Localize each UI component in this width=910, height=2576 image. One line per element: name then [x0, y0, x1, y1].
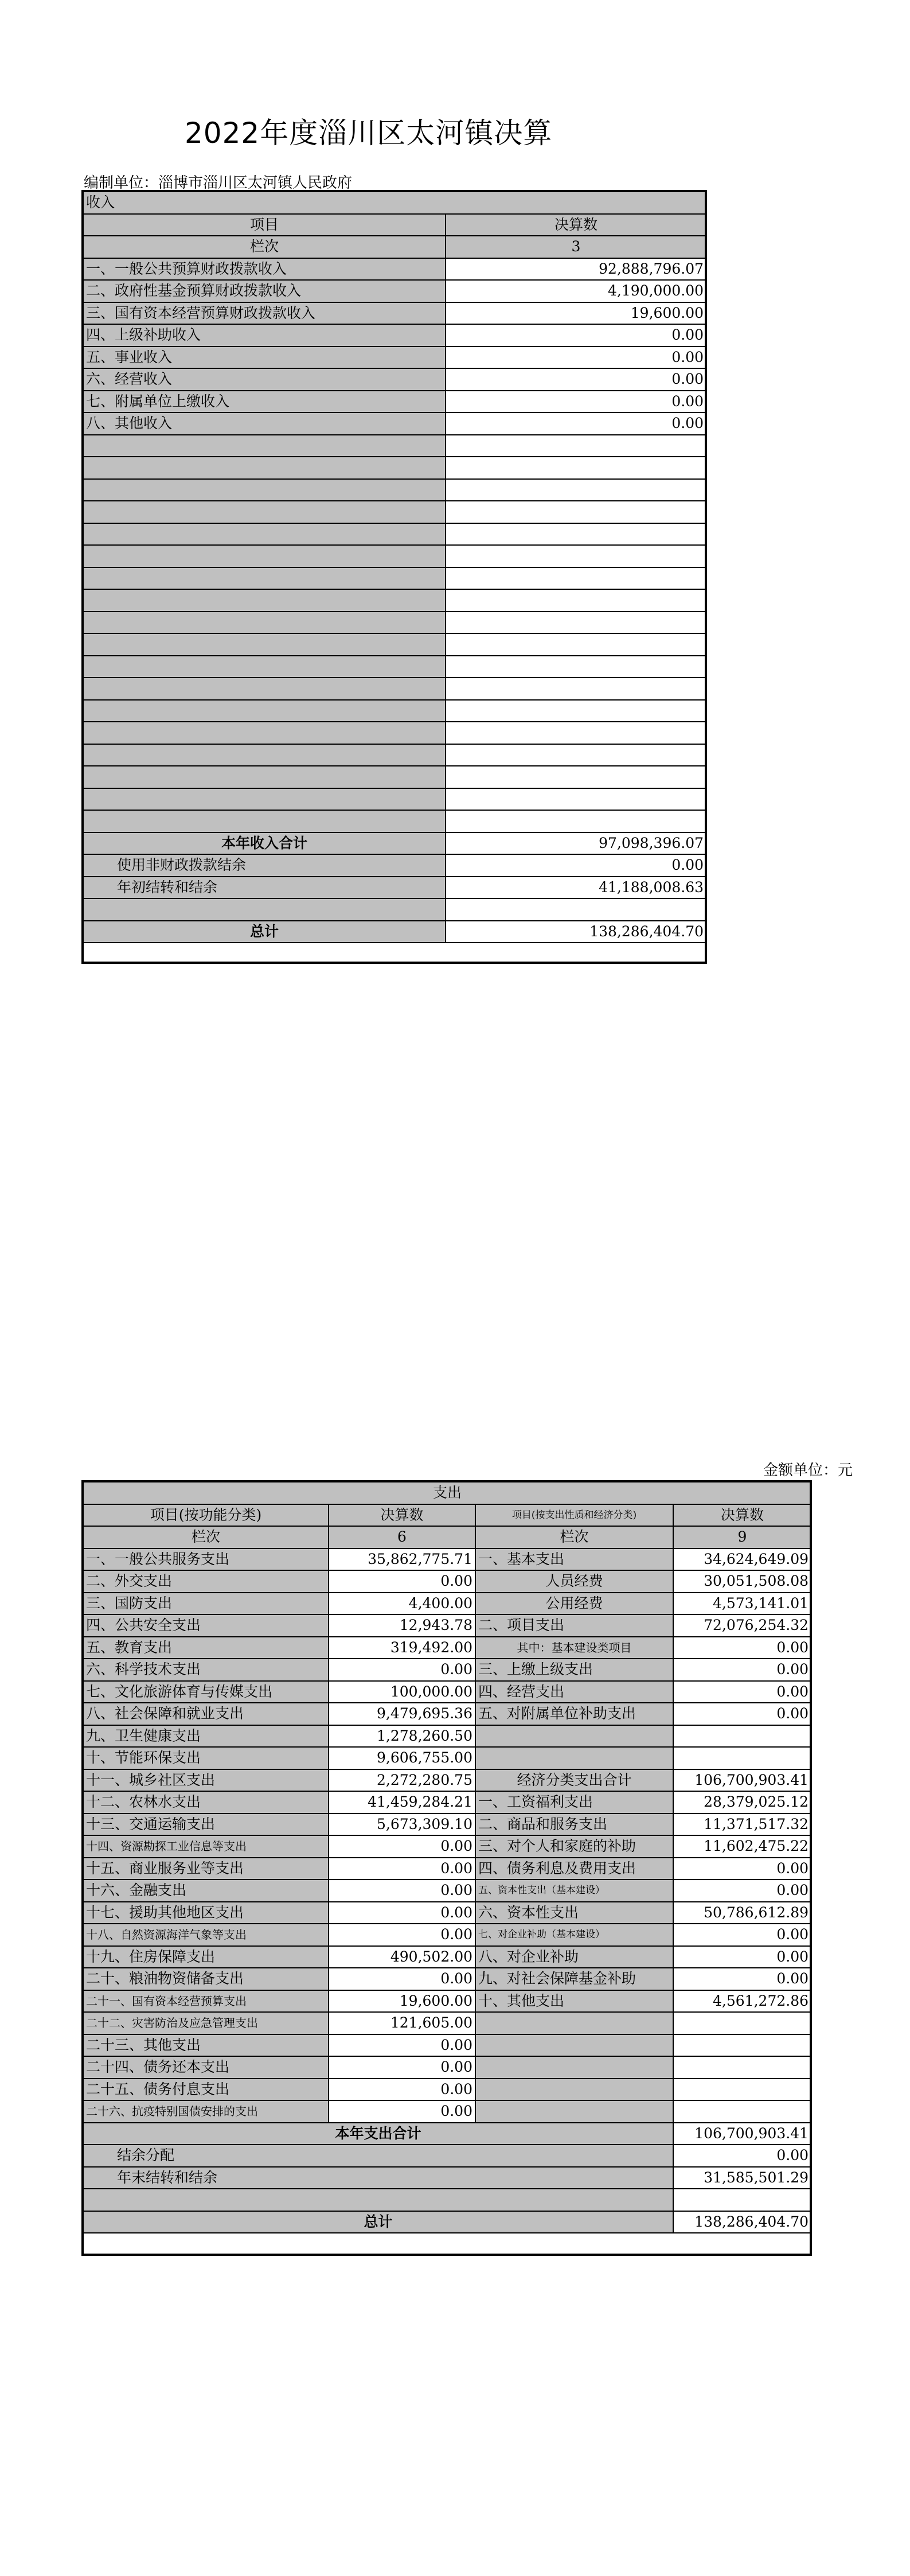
func-item-value: 4,400.00 [329, 1593, 475, 1615]
income-item-label: 三、国有资本经营预算财政拨款收入 [83, 302, 446, 325]
func-item-value: 490,502.00 [329, 1946, 475, 1968]
expense-grand-total-row [83, 2211, 811, 2233]
empty-cell [83, 479, 446, 501]
econ-item-label: 二、商品和服务支出 [475, 1814, 673, 1836]
total-expense-value: 106,700,903.41 [673, 2123, 811, 2145]
empty-cell [83, 567, 446, 590]
econ-item-value: 28,379,025.12 [673, 1791, 811, 1814]
total-income-value: 97,098,396.07 [446, 832, 706, 855]
page-title: 2022年度淄川区太河镇决算 [185, 116, 553, 150]
expense-row [83, 1570, 811, 1593]
func-item-value: 0.00 [329, 2079, 475, 2101]
amount-unit: 金额单位：元 [763, 1462, 853, 1479]
econ-item-label: 四、经营支出 [475, 1681, 673, 1703]
income-row [83, 258, 706, 281]
func-item-label: 十一、城乡社区支出 [83, 1769, 329, 1792]
income-empty-row [83, 656, 706, 678]
expense-row [83, 1968, 811, 1990]
row-number-econ: 9 [673, 1526, 811, 1548]
func-item-label: 二十五、债务付息支出 [83, 2079, 329, 2101]
income-row [83, 368, 706, 391]
econ-item-label: 其中：基本建设类项目 [475, 1637, 673, 1659]
empty-cell [83, 700, 446, 722]
income-empty-row [83, 744, 706, 766]
income-row [83, 347, 706, 369]
func-item-value: 319,492.00 [329, 1637, 475, 1659]
econ-item-label [475, 2079, 673, 2101]
income-row [83, 413, 706, 435]
econ-item-value: 106,700,903.41 [673, 1769, 811, 1792]
income-grand-total-row [83, 921, 706, 943]
func-item-value: 19,600.00 [329, 1990, 475, 2013]
income-item-value: 4,190,000.00 [446, 280, 706, 302]
econ-item-label: 人员经费 [475, 1570, 673, 1593]
econ-item-value: 4,561,272.86 [673, 1990, 811, 2013]
expense-table [83, 1481, 812, 2233]
expense-row [83, 1637, 811, 1659]
econ-item-value [673, 2034, 811, 2057]
empty-cell [446, 898, 706, 921]
expense-row [83, 1747, 811, 1769]
func-item-label: 二十四、债务还本支出 [83, 2056, 329, 2079]
func-item-label: 二十一、国有资本经营预算支出 [83, 1990, 329, 2013]
income-item-value: 92,888,796.07 [446, 258, 706, 281]
income-empty-row [83, 766, 706, 788]
func-item-value: 0.00 [329, 1924, 475, 1946]
econ-item-value [673, 2100, 811, 2123]
econ-item-label [475, 2012, 673, 2034]
income-item-label: 六、经营收入 [83, 368, 446, 391]
income-item-label: 七、附属单位上缴收入 [83, 391, 446, 413]
func-item-value: 0.00 [329, 1858, 475, 1880]
income-row [83, 324, 706, 347]
econ-item-label: 九、对社会保障基金补助 [475, 1968, 673, 1990]
econ-item-label: 经济分类支出合计 [475, 1769, 673, 1792]
func-item-label: 五、教育支出 [83, 1637, 329, 1659]
income-empty-row [83, 722, 706, 744]
grand-total-value: 138,286,404.70 [446, 921, 706, 943]
expense-total-row [83, 2123, 811, 2145]
expense-row [83, 1791, 811, 1814]
empty-cell [83, 766, 446, 788]
func-item-value: 5,673,309.10 [329, 1814, 475, 1836]
empty-cell [446, 589, 706, 612]
income-table [83, 191, 707, 943]
func-item-value: 0.00 [329, 1835, 475, 1858]
func-item-label: 七、文化旅游体育与传媒支出 [83, 1681, 329, 1703]
empty-cell [446, 523, 706, 546]
empty-cell [83, 612, 446, 634]
expense-row [83, 1614, 811, 1637]
func-item-label: 十六、金融支出 [83, 1880, 329, 1902]
total-expense-label: 本年支出合计 [83, 2123, 673, 2145]
econ-item-value: 4,573,141.01 [673, 1593, 811, 1615]
income-empty-row [83, 545, 706, 567]
expense-row [83, 1924, 811, 1946]
income-row [83, 280, 706, 302]
empty-cell [446, 457, 706, 479]
econ-item-label: 一、工资福利支出 [475, 1791, 673, 1814]
expense-header-row [83, 1504, 811, 1527]
func-item-label: 十三、交通运输支出 [83, 1814, 329, 1836]
expense-section-label: 支出 [83, 1482, 811, 1504]
econ-item-value: 72,076,254.32 [673, 1614, 811, 1637]
func-item-value: 0.00 [329, 1659, 475, 1681]
expense-end-row [83, 2167, 811, 2189]
func-item-label: 三、国防支出 [83, 1593, 329, 1615]
func-item-value: 0.00 [329, 2034, 475, 2057]
expense-row [83, 1835, 811, 1858]
func-item-value: 0.00 [329, 2100, 475, 2123]
func-item-label: 十七、援助其他地区支出 [83, 1902, 329, 1924]
expense-row [83, 2034, 811, 2057]
func-item-value: 0.00 [329, 1902, 475, 1924]
empty-cell [83, 744, 446, 766]
income-empty-row [83, 479, 706, 501]
empty-cell [446, 788, 706, 811]
econ-item-value [673, 2079, 811, 2101]
expense-row [83, 1593, 811, 1615]
row-number-label2: 栏次 [475, 1526, 673, 1548]
row-number-value: 3 [446, 236, 706, 258]
expense-row [83, 1946, 811, 1968]
empty-cell [83, 545, 446, 567]
func-item-label: 六、科学技术支出 [83, 1659, 329, 1681]
begin-balance-value: 41,188,008.63 [446, 877, 706, 899]
empty-cell [446, 766, 706, 788]
surplus-label: 结余分配 [83, 2145, 673, 2167]
col-amount2-header: 决算数 [673, 1504, 811, 1527]
empty-cell [83, 810, 446, 832]
func-item-value: 0.00 [329, 2056, 475, 2079]
econ-item-label: 三、上缴上级支出 [475, 1659, 673, 1681]
preparing-unit: 编制单位：淄博市淄川区太河镇人民政府 [84, 174, 353, 192]
grand-total-label: 总计 [83, 921, 446, 943]
func-item-label: 十、节能环保支出 [83, 1747, 329, 1769]
econ-item-value: 0.00 [673, 1637, 811, 1659]
expense-row [83, 1769, 811, 1792]
grand-total-label: 总计 [83, 2211, 673, 2233]
col-item-header: 项目 [83, 214, 446, 236]
non-fiscal-value: 0.00 [446, 854, 706, 877]
income-begin-row [83, 877, 706, 899]
econ-item-value: 0.00 [673, 1924, 811, 1946]
empty-cell [83, 656, 446, 678]
empty-cell [83, 523, 446, 546]
econ-item-label: 五、对附属单位补助支出 [475, 1703, 673, 1725]
econ-item-value [673, 1725, 811, 1748]
econ-item-label [475, 2034, 673, 2057]
func-item-value: 100,000.00 [329, 1681, 475, 1703]
expense-row [83, 1681, 811, 1703]
income-item-label: 五、事业收入 [83, 347, 446, 369]
empty-cell [446, 545, 706, 567]
income-item-value: 0.00 [446, 324, 706, 347]
func-item-value: 121,605.00 [329, 2012, 475, 2034]
func-item-label: 十五、商业服务业等支出 [83, 1858, 329, 1880]
econ-item-value: 0.00 [673, 1681, 811, 1703]
func-item-label: 九、卫生健康支出 [83, 1725, 329, 1748]
end-balance-value: 31,585,501.29 [673, 2167, 811, 2189]
empty-cell [446, 479, 706, 501]
income-total-row [83, 832, 706, 855]
expense-rownum-row [83, 1526, 811, 1548]
expense-row [83, 2012, 811, 2034]
econ-item-label: 一、基本支出 [475, 1548, 673, 1571]
expense-row [83, 1990, 811, 2013]
empty-cell [446, 810, 706, 832]
non-fiscal-label: 使用非财政拨款结余 [83, 854, 446, 877]
income-item-label: 一、一般公共预算财政拨款收入 [83, 258, 446, 281]
econ-item-value: 34,624,649.09 [673, 1548, 811, 1571]
func-item-label: 十九、住房保障支出 [83, 1946, 329, 1968]
income-empty-row [83, 523, 706, 546]
econ-item-value: 0.00 [673, 1703, 811, 1725]
econ-item-value [673, 2056, 811, 2079]
func-item-value: 12,943.78 [329, 1614, 475, 1637]
income-item-value: 0.00 [446, 391, 706, 413]
expense-row [83, 2100, 811, 2123]
func-item-value: 1,278,260.50 [329, 1725, 475, 1748]
income-empty-row [83, 788, 706, 811]
expense-row [83, 1703, 811, 1725]
econ-item-value: 11,371,517.32 [673, 1814, 811, 1836]
income-item-label: 八、其他收入 [83, 413, 446, 435]
empty-cell [83, 2189, 673, 2211]
econ-item-label: 二、项目支出 [475, 1614, 673, 1637]
expense-row [83, 1902, 811, 1924]
econ-item-value: 30,051,508.08 [673, 1570, 811, 1593]
empty-cell [83, 722, 446, 744]
income-empty-row [83, 633, 706, 656]
func-item-value: 0.00 [329, 1968, 475, 1990]
func-item-value: 9,479,695.36 [329, 1703, 475, 1725]
empty-cell [446, 633, 706, 656]
econ-item-value: 0.00 [673, 1659, 811, 1681]
func-item-value: 0.00 [329, 1570, 475, 1593]
income-blank-row [83, 898, 706, 921]
func-item-label: 十四、资源勘探工业信息等支出 [83, 1835, 329, 1858]
end-balance-label: 年末结转和结余 [83, 2167, 673, 2189]
income-section-label: 收入 [83, 192, 706, 214]
income-item-value: 0.00 [446, 347, 706, 369]
empty-cell [446, 678, 706, 700]
income-item-label: 二、政府性基金预算财政拨款收入 [83, 280, 446, 302]
expense-row [83, 1814, 811, 1836]
func-item-label: 二十六、抗疫特别国债安排的支出 [83, 2100, 329, 2123]
income-item-value: 0.00 [446, 413, 706, 435]
expense-row [83, 2079, 811, 2101]
empty-cell [83, 435, 446, 457]
income-section-row [83, 192, 706, 214]
income-empty-row [83, 457, 706, 479]
econ-item-value: 0.00 [673, 1880, 811, 1902]
econ-item-label: 十、其他支出 [475, 1990, 673, 2013]
func-item-label: 二、外交支出 [83, 1570, 329, 1593]
income-empty-row [83, 700, 706, 722]
income-empty-row [83, 567, 706, 590]
func-item-label: 四、公共安全支出 [83, 1614, 329, 1637]
income-empty-row [83, 589, 706, 612]
empty-cell [83, 633, 446, 656]
empty-cell [83, 501, 446, 523]
row-number-label: 栏次 [83, 236, 446, 258]
income-rownum-row [83, 236, 706, 258]
econ-item-value: 11,602,475.22 [673, 1835, 811, 1858]
income-item-value: 19,600.00 [446, 302, 706, 325]
func-item-value: 9,606,755.00 [329, 1747, 475, 1769]
empty-cell [446, 435, 706, 457]
income-empty-row [83, 612, 706, 634]
econ-item-value [673, 1747, 811, 1769]
expense-row [83, 1880, 811, 1902]
expense-row [83, 1725, 811, 1748]
income-empty-row [83, 810, 706, 832]
empty-cell [446, 567, 706, 590]
empty-cell [446, 501, 706, 523]
econ-item-label: 六、资本性支出 [475, 1902, 673, 1924]
econ-item-label [475, 2056, 673, 2079]
row-number-func: 6 [329, 1526, 475, 1548]
surplus-value: 0.00 [673, 2145, 811, 2167]
expense-row [83, 1858, 811, 1880]
row-number-label: 栏次 [83, 1526, 329, 1548]
empty-cell [673, 2189, 811, 2211]
empty-cell [83, 589, 446, 612]
empty-cell [446, 744, 706, 766]
expense-surplus-row [83, 2145, 811, 2167]
econ-item-value: 0.00 [673, 1858, 811, 1880]
empty-cell [446, 612, 706, 634]
econ-item-value: 0.00 [673, 1946, 811, 1968]
expense-row [83, 1548, 811, 1571]
econ-item-label [475, 2100, 673, 2123]
col-amount-header: 决算数 [446, 214, 706, 236]
func-item-label: 一、一般公共服务支出 [83, 1548, 329, 1571]
col-econ-item-header: 项目(按支出性质和经济分类) [475, 1504, 673, 1527]
income-item-label: 四、上级补助收入 [83, 324, 446, 347]
func-item-label: 二十三、其他支出 [83, 2034, 329, 2057]
econ-item-label: 五、资本性支出（基本建设） [475, 1880, 673, 1902]
empty-cell [83, 898, 446, 921]
income-row [83, 391, 706, 413]
empty-cell [446, 656, 706, 678]
expense-section-row [83, 1482, 811, 1504]
func-item-value: 41,459,284.21 [329, 1791, 475, 1814]
empty-cell [446, 700, 706, 722]
func-item-label: 八、社会保障和就业支出 [83, 1703, 329, 1725]
income-row [83, 302, 706, 325]
func-item-label: 二十二、灾害防治及应急管理支出 [83, 2012, 329, 2034]
econ-item-label: 三、对个人和家庭的补助 [475, 1835, 673, 1858]
func-item-value: 2,272,280.75 [329, 1769, 475, 1792]
begin-balance-label: 年初结转和结余 [83, 877, 446, 899]
income-empty-row [83, 435, 706, 457]
econ-item-label [475, 1747, 673, 1769]
econ-item-label: 公用经费 [475, 1593, 673, 1615]
econ-item-label [475, 1725, 673, 1748]
econ-item-label: 四、债务利息及费用支出 [475, 1858, 673, 1880]
income-nonfiscal-row [83, 854, 706, 877]
econ-item-value: 50,786,612.89 [673, 1902, 811, 1924]
expense-row [83, 1659, 811, 1681]
expense-blank-row [83, 2189, 811, 2211]
func-item-label: 十二、农林水支出 [83, 1791, 329, 1814]
empty-cell [446, 722, 706, 744]
econ-item-value [673, 2012, 811, 2034]
func-item-label: 二十、粮油物资储备支出 [83, 1968, 329, 1990]
total-income-label: 本年收入合计 [83, 832, 446, 855]
col-func-item-header: 项目(按功能分类) [83, 1504, 329, 1527]
empty-cell [83, 678, 446, 700]
col-amount-header: 决算数 [329, 1504, 475, 1527]
econ-item-label: 八、对企业补助 [475, 1946, 673, 1968]
income-header-row [83, 214, 706, 236]
grand-total-value: 138,286,404.70 [673, 2211, 811, 2233]
func-item-value: 0.00 [329, 1880, 475, 1902]
income-empty-row [83, 678, 706, 700]
empty-cell [83, 457, 446, 479]
econ-item-label: 七、对企业补助（基本建设） [475, 1924, 673, 1946]
func-item-value: 35,862,775.71 [329, 1548, 475, 1571]
func-item-label: 十八、自然资源海洋气象等支出 [83, 1924, 329, 1946]
econ-item-value: 0.00 [673, 1968, 811, 1990]
income-item-value: 0.00 [446, 368, 706, 391]
income-empty-row [83, 501, 706, 523]
expense-row [83, 2056, 811, 2079]
empty-cell [83, 788, 446, 811]
